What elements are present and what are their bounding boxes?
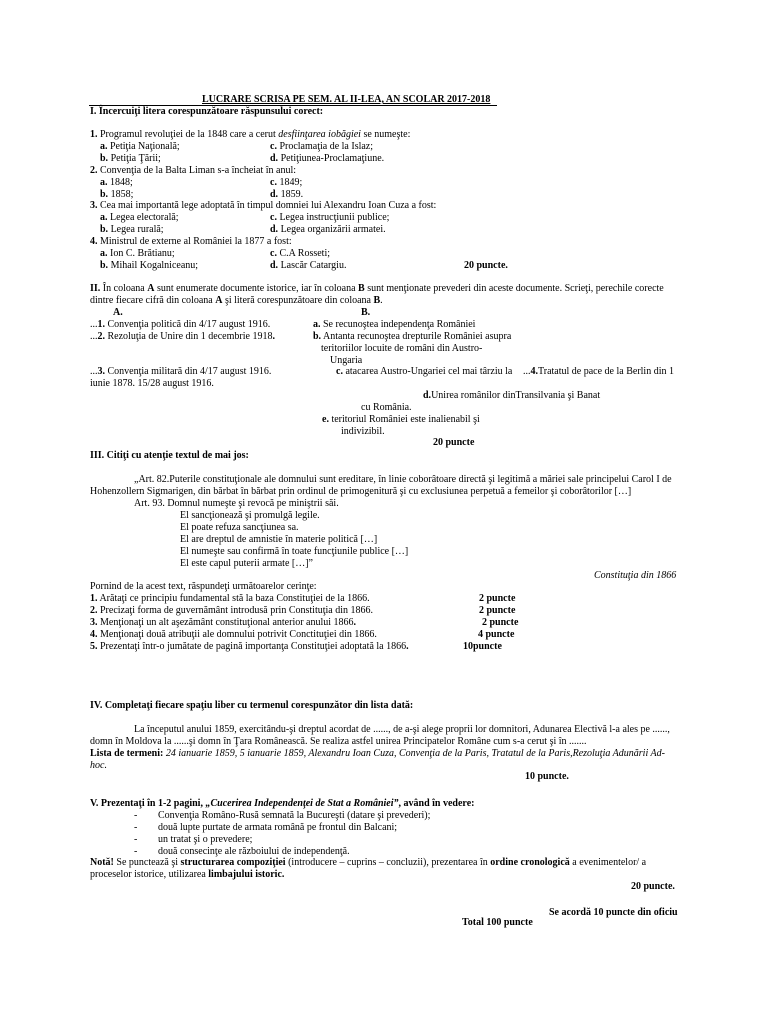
- question-4: [90, 236, 292, 248]
- item-text: Menţionaţi două atribuţii ale domnului potrivit Conctituţiei din 1866.: [97, 629, 377, 640]
- column-b-item-a: [313, 319, 475, 331]
- option-text: Legea instrucţiunii publice;: [276, 212, 390, 223]
- question-text: Convenţia de la Balta Liman s-a încheiat în anul:: [97, 165, 297, 176]
- option-text: Proclamaţia de la Islaz;: [276, 141, 374, 152]
- grading-note-line1: [90, 857, 646, 869]
- option-letter: c.: [270, 177, 277, 188]
- section-3-item-1: [90, 593, 370, 605]
- item-letter: e.: [322, 414, 329, 425]
- wrapped-dates-line: iunie 1878. 15/28 august 1916.: [90, 378, 214, 389]
- quote-line-2: Hohenzollern Sigmarigen, din bărbat în bărbat prin ordinul de primogenitură şi cu exclusiunea perpetuă a femeilor şi coborâtorilor […]: [90, 486, 632, 497]
- item-text: Se recunoştea independenţa României: [320, 319, 476, 330]
- note-emphasis: structurarea compoziţiei: [180, 857, 286, 868]
- item-text: Rezoluţia de Unire din 1 decembrie 1918: [105, 331, 273, 342]
- heading-text-end: , având în vedere:: [398, 798, 475, 809]
- bullet-dash: -: [134, 834, 138, 845]
- option-text: 1859.: [278, 189, 304, 200]
- item-letter: b.: [313, 331, 322, 342]
- option-letter: b.: [100, 260, 109, 271]
- section-2-instructions-line1: [90, 283, 664, 295]
- option-letter: d.: [270, 189, 279, 200]
- option-text: Lascăr Catargiu.: [278, 260, 347, 271]
- item-number: 1.: [97, 319, 105, 330]
- item-number: 3.: [90, 617, 98, 628]
- question-text-end: se numeşte:: [360, 129, 411, 140]
- item-end: .: [406, 641, 409, 652]
- note-text: proceselor istorice, utilizarea: [90, 869, 209, 880]
- section-3-item-3: [90, 617, 356, 629]
- question-text: Programul revoluţiei de la 1848 care a cerut: [97, 129, 279, 140]
- column-a-item-3: [90, 366, 271, 378]
- question-number: 3.: [90, 200, 98, 211]
- essay-title: „Cucerirea Independenţei de Stat a României”: [205, 798, 399, 809]
- option-letter: b.: [100, 189, 109, 200]
- option-letter: b.: [100, 224, 109, 235]
- item-text: Arătaţi ce principiu fundamental stă la baza Constituţiei de la 1866.: [97, 593, 370, 604]
- option-1a[interactable]: [100, 141, 180, 153]
- bullet-item-4: două consecinţe ale războiului de independenţă.: [158, 846, 350, 857]
- option-2c[interactable]: [270, 177, 302, 189]
- option-letter: a.: [100, 177, 108, 188]
- question-number: 2.: [90, 165, 98, 176]
- grading-note-line2: [90, 869, 284, 881]
- option-letter: a.: [100, 248, 108, 259]
- option-letter: c.: [270, 212, 277, 223]
- quote-line-6: El are dreptul de amnistie în materie politică […]: [180, 534, 378, 545]
- oficiu-points: Se acordă 10 puncte din oficiu: [549, 907, 678, 918]
- column-a-item-4: [523, 366, 674, 378]
- item-number: 4.: [90, 629, 98, 640]
- section-3-item-2: [90, 605, 373, 617]
- quote-line-4: El sancţionează şi promulgă legile.: [180, 510, 320, 521]
- heading-text: V. Prezentaţi în 1-2 pagini,: [90, 798, 206, 809]
- section-3-item-4-points: 4 puncte: [478, 629, 515, 640]
- terms-values: 24 ianuarie 1859, 5 ianuarie 1859, Alexandru Ioan Cuza, Convenţia de la Paris, Tratatul de la Paris,Rezoluţia Adunării Ad-: [163, 748, 665, 759]
- section-4-paragraph-line2: domn în Moldova la ......şi domn în Ţara Românească. Se realiza astfel unirea Principatelor Române cum s-a cerut şi în .......: [90, 736, 587, 747]
- option-text: 1848;: [107, 177, 133, 188]
- column-b-item-b-line2: teritoriilor locuite de români din Austro-: [321, 343, 483, 354]
- item-text: Convenţia militară din 4/17 august 1916.: [105, 366, 272, 377]
- note-text: a evenimentelor/ a: [569, 857, 647, 868]
- section-2-points: 20 puncte: [433, 437, 475, 448]
- item-text: Tratatul de pace de la Berlin din 1: [538, 366, 674, 377]
- item-text: Prezentaţi într-o jumătate de pagină importanţa Constituţiei adoptată la 1866: [97, 641, 407, 652]
- option-text: Petiţia Naţională;: [107, 141, 180, 152]
- option-text: Petiţiunea-Proclamaţiune.: [278, 153, 385, 164]
- text: şi literă corespunzătoare din coloana: [222, 295, 374, 306]
- question-number: 1.: [90, 129, 98, 140]
- column-a-ref: A: [215, 295, 223, 306]
- option-4b[interactable]: [100, 260, 198, 272]
- option-letter: d.: [270, 260, 279, 271]
- column-a-item-1: [90, 319, 270, 331]
- item-text: atacarea Austro-Ungariei cel mai târziu la: [342, 366, 513, 377]
- option-letter: d.: [270, 224, 279, 235]
- text: sunt enumerate documente istorice, iar în coloana: [154, 283, 359, 294]
- option-1d[interactable]: [270, 153, 384, 165]
- question-emphasis: desfiinţarea iobăgiei: [278, 129, 361, 140]
- option-3b[interactable]: [100, 224, 164, 236]
- column-b-item-e-line2: indivizibil.: [341, 426, 385, 437]
- column-b-ref: B: [358, 283, 365, 294]
- document-title: LUCRARE SCRISA PE SEM. AL II-LEA, AN SCOLAR 2017-2018: [202, 94, 491, 105]
- section-3-item-1-points: 2 puncte: [479, 593, 516, 604]
- option-letter: c.: [270, 141, 277, 152]
- item-text: Precizaţi forma de guvernământ introdusă prin Constituţia din 1866.: [97, 605, 373, 616]
- section-4-heading: IV. Completaţi fiecare spaţiu liber cu termenul corespunzător din lista dată:: [90, 700, 414, 711]
- option-1c[interactable]: [270, 141, 373, 153]
- quote-line-1: „Art. 82.Puterile constituţionale ale domnului sunt ereditare, în linie coborâtoare directă şi legitimă a măriei sale principelui Carol I de: [134, 474, 672, 485]
- section-1-heading: I. Încercuiţi litera corespunzătoare răspunsului corect:: [90, 106, 324, 117]
- item-end: .: [353, 617, 357, 628]
- item-text: Menţionaţi un alt aşezământ constituţional anterior anului 1866: [97, 617, 354, 628]
- text: sunt menţionate prevederi din aceste documente. Scrieţi, perechile corecte: [364, 283, 664, 294]
- option-text: Ion C. Brătianu;: [107, 248, 175, 259]
- option-4c[interactable]: [270, 248, 330, 260]
- section-3-item-5-points: 10puncte: [463, 641, 502, 652]
- column-b-item-c: [336, 366, 512, 378]
- option-text: Petiţia Ţării;: [108, 153, 161, 164]
- option-letter: c.: [270, 248, 277, 259]
- item-number: 1.: [90, 593, 98, 604]
- quote-line-8: El este capul puterii armate […]”: [180, 558, 313, 569]
- column-b-item-e: [322, 414, 480, 426]
- section-3-item-5: [90, 641, 409, 653]
- question-3: [90, 200, 436, 212]
- section-5-heading: [90, 798, 474, 810]
- option-text: C.A Rosseti;: [276, 248, 331, 259]
- column-a-header: A.: [113, 307, 123, 318]
- item-number: 4.: [530, 366, 538, 377]
- option-letter: a.: [100, 141, 108, 152]
- column-a-item-2: [90, 331, 275, 343]
- blank: ...: [90, 366, 98, 377]
- blank: ...: [523, 366, 531, 377]
- section-4-paragraph-line1: La începutul anului 1859, exercitându-şi dreptul acordat de ......, de a-şi alege proprii lor domnitori, Adunarea Electivă l-a ales pe ......,: [134, 724, 670, 735]
- option-text: Legea organizării armatei.: [278, 224, 386, 235]
- option-letter: b.: [100, 153, 109, 164]
- section-3-item-4: [90, 629, 377, 641]
- item-letter: c.: [336, 366, 343, 377]
- section-3-intro: Pornind de la acest text, răspundeţi următoarelor cerinţe:: [90, 581, 317, 592]
- section-3-heading: III. Citiţi cu atenţie textul de mai jos:: [90, 450, 249, 461]
- item-number: 3.: [97, 366, 105, 377]
- option-text: 1858;: [108, 189, 134, 200]
- question-1: [90, 129, 410, 141]
- item-number: 2.: [90, 605, 98, 616]
- bullet-item-1: Convenţia Româno-Rusă semnată la Bucureşti (datare şi prevederi);: [158, 810, 431, 821]
- option-letter: d.: [270, 153, 279, 164]
- text: .: [380, 295, 383, 306]
- bullet-item-2: două lupte purtate de armata română pe frontul din Balcani;: [158, 822, 398, 833]
- bullet-dash: -: [134, 846, 138, 857]
- quote-line-3: Art. 93. Domnul numeşte şi revocă pe miniştrii săi.: [134, 498, 339, 509]
- column-b-header: B.: [361, 307, 371, 318]
- blank: ...: [90, 319, 98, 330]
- quote-line-5: El poate refuza sancţiunea sa.: [180, 522, 299, 533]
- column-b-item-b: [313, 331, 511, 343]
- note-text: (introducere – cuprins – concluzii), prezentarea în: [285, 857, 491, 868]
- note-label: Notă!: [90, 857, 114, 868]
- item-end: .: [272, 331, 275, 342]
- option-letter: a.: [100, 212, 108, 223]
- section-5-points: 20 puncte.: [631, 881, 675, 892]
- note-emphasis: ordine cronologică: [490, 857, 570, 868]
- question-text: Cea mai importantă lege adoptată în timpul domniei lui Alexandru Ioan Cuza a fost:: [97, 200, 437, 211]
- option-4d[interactable]: [270, 260, 346, 272]
- text: În coloana: [100, 283, 148, 294]
- section-3-item-2-points: 2 puncte: [479, 605, 516, 616]
- section-number: II.: [90, 283, 101, 294]
- section-4-points: 10 puncte.: [525, 771, 569, 782]
- terms-list-line2: hoc.: [90, 760, 107, 771]
- bullet-dash: -: [134, 810, 138, 821]
- column-b-item-d-line2: cu România.: [361, 402, 412, 413]
- item-text: Antanta recunoştea drepturile României asupra: [321, 331, 512, 342]
- option-text: 1849;: [276, 177, 303, 188]
- option-text: Legea electorală;: [107, 212, 179, 223]
- column-b-item-d: [423, 390, 600, 402]
- option-4a[interactable]: [100, 248, 175, 260]
- item-letter: a.: [313, 319, 321, 330]
- quote-line-7: El numeşte sau confirmă în toate funcţiunile publice […]: [180, 546, 409, 557]
- section-1-points: 20 puncte.: [464, 260, 508, 271]
- option-2a[interactable]: [100, 177, 133, 189]
- terms-list: [90, 748, 665, 760]
- option-3d[interactable]: [270, 224, 386, 236]
- option-text: Mihail Kogalniceanu;: [108, 260, 199, 271]
- bullet-dash: -: [134, 822, 138, 833]
- terms-label: Lista de termeni:: [90, 748, 164, 759]
- item-text: teritoriul României este inalienabil şi: [328, 414, 480, 425]
- quote-source: Constituţia din 1866: [594, 570, 677, 581]
- note-emphasis: limbajului istoric.: [208, 869, 285, 880]
- item-number: 2.: [97, 331, 105, 342]
- text: dintre fiecare cifră din coloana: [90, 295, 216, 306]
- question-text: Ministrul de externe al României la 1877 a fost:: [97, 236, 292, 247]
- item-number: 5.: [90, 641, 98, 652]
- option-1b[interactable]: [100, 153, 161, 165]
- blank: ...: [90, 331, 98, 342]
- bullet-item-3: un tratat şi o prevedere;: [158, 834, 253, 845]
- column-b-item-b-line3: Ungaria: [330, 355, 363, 366]
- question-number: 4.: [90, 236, 98, 247]
- column-a-ref: A: [147, 283, 155, 294]
- question-2: [90, 165, 296, 177]
- option-3a[interactable]: [100, 212, 179, 224]
- item-letter: d.: [423, 390, 432, 401]
- column-b-ref: B: [373, 295, 381, 306]
- item-text: Unirea românilor dinTransilvania şi Banat: [431, 390, 601, 401]
- option-text: Legea rurală;: [108, 224, 164, 235]
- note-text: Se punctează şi: [113, 857, 181, 868]
- option-3c[interactable]: [270, 212, 389, 224]
- section-2-instructions-line2: [90, 295, 383, 307]
- total-points: Total 100 puncte: [462, 917, 533, 928]
- section-3-item-3-points: 2 puncte: [482, 617, 519, 628]
- item-text: Convenţia politică din 4/17 august 1916.: [105, 319, 271, 330]
